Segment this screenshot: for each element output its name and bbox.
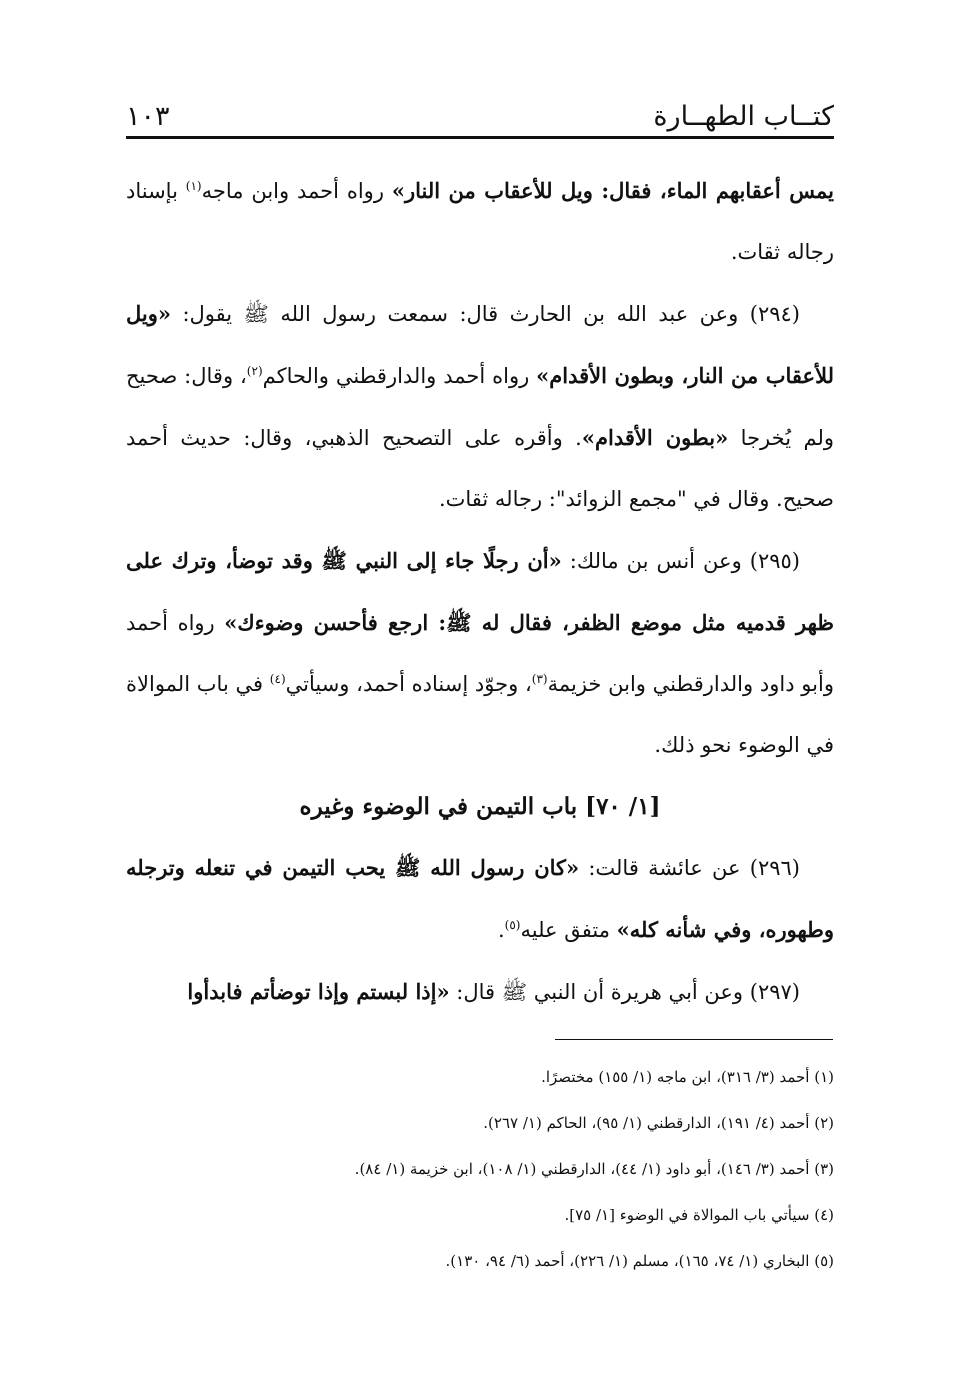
text-run: رواه أحمد وأبو داود والدارقطني وابن خزيمة (126, 611, 834, 696)
text-run: (٢٩٦) عن عائشة قالت: (579, 856, 800, 880)
text-run: بإسناد رجاله ثقات. (126, 179, 834, 264)
footnote: (٣) أحمد (٣/ ١٤٦)، أبو داود (١/ ٤٤)، الدارقطني (١/ ١٠٨)، ابن خزيمة (١/ ٨٤). (354, 1160, 834, 1178)
footnote-ref[interactable]: (٤) (269, 672, 286, 686)
header-rule (126, 136, 834, 139)
text-run: رواه أحمد وابن ماجه (201, 179, 392, 203)
section-heading: [١/ ٧٠] باب التيمن في الوضوء وغيره (299, 793, 661, 820)
text-run: ، وجوّد إسناده أحمد، وسيأتي (285, 672, 532, 696)
text-run: . (497, 918, 505, 942)
paragraph-296 (126, 837, 834, 961)
hadith-text: «إذا لبستم وإذا توضأتم فابدأوا (187, 979, 450, 1004)
footnotes (126, 1054, 834, 1284)
hadith-text: يمس أعقابهم الماء، فقال: ويل للأعقاب من النار» (391, 178, 834, 203)
footnote-rule (555, 1039, 833, 1040)
footnote: (٢) أحمد (٤/ ١٩١)، الدارقطني (١/ ٩٥)، الحاكم (١/ ٢٦٧). (483, 1114, 834, 1132)
text-run: في باب الموالاة في الوضوء نحو ذلك. (126, 672, 834, 757)
footnote-ref[interactable]: (١) (185, 179, 202, 193)
text-run: (٢٩٧) وعن أبي هريرة أن النبي ﷺ قال: (449, 980, 800, 1004)
footnote-ref[interactable]: (٣) (531, 672, 548, 686)
footnote: (١) أحمد (٣/ ٣١٦)، ابن ماجه (١/ ١٥٥) مختصرًا. (541, 1068, 834, 1086)
text-run: رواه أحمد والدارقطني والحاكم (262, 364, 537, 388)
running-head (126, 88, 834, 132)
footnote: (٤) سيأتي باب الموالاة في الوضوء [١/ ٧٥]. (564, 1206, 834, 1224)
hadith-text: «بطون الأقدام» (581, 425, 729, 450)
footnote-ref[interactable]: (٥) (504, 918, 521, 932)
paragraph-continued (126, 160, 834, 283)
text-run: (٢٩٤) وعن عبد الله بن الحارث قال: سمعت رسول الله ﷺ يقول: (171, 302, 800, 326)
footnote: (٥) البخاري (١/ ٧٤، ١٦٥)، مسلم (١/ ٢٢٦)، أحمد (٦/ ٩٤، ١٣٠). (445, 1252, 834, 1270)
page-number: ١٠٣ (126, 101, 170, 132)
text-run: ، وقال: صحيح ولم يُخرجا (126, 364, 834, 450)
paragraph-294 (126, 283, 834, 530)
paragraph-297 (126, 961, 834, 1023)
paragraph-295 (126, 530, 834, 776)
hadith-text: «ويل للأعقاب من النار، وبطون الأقدام» (126, 301, 834, 388)
main-text (126, 160, 834, 1023)
running-title: كتــاب الطهــارة (653, 101, 834, 132)
text-run: . وأقره على التصحيح الذهبي، وقال: حديث أحمد صحيح. وقال في "مجمع الزوائد": رجاله ثقات. (126, 426, 834, 511)
footnote-ref[interactable]: (٢) (246, 364, 263, 378)
text-run: متفق عليه (520, 918, 617, 942)
hadith-text: «كان رسول الله ﷺ يحب التيمن في تنعله وترجله وطهوره، وفي شأنه كله» (126, 855, 834, 942)
hadith-text: «أن رجلًا جاء إلى النبي ﷺ وقد توضأ، وترك على ظهر قدميه مثل موضع الظفر، فقال له ﷺ: ارجع فأحسن وضوءك» (126, 548, 834, 635)
text-run: (٢٩٥) وعن أنس بن مالك: (561, 549, 800, 573)
